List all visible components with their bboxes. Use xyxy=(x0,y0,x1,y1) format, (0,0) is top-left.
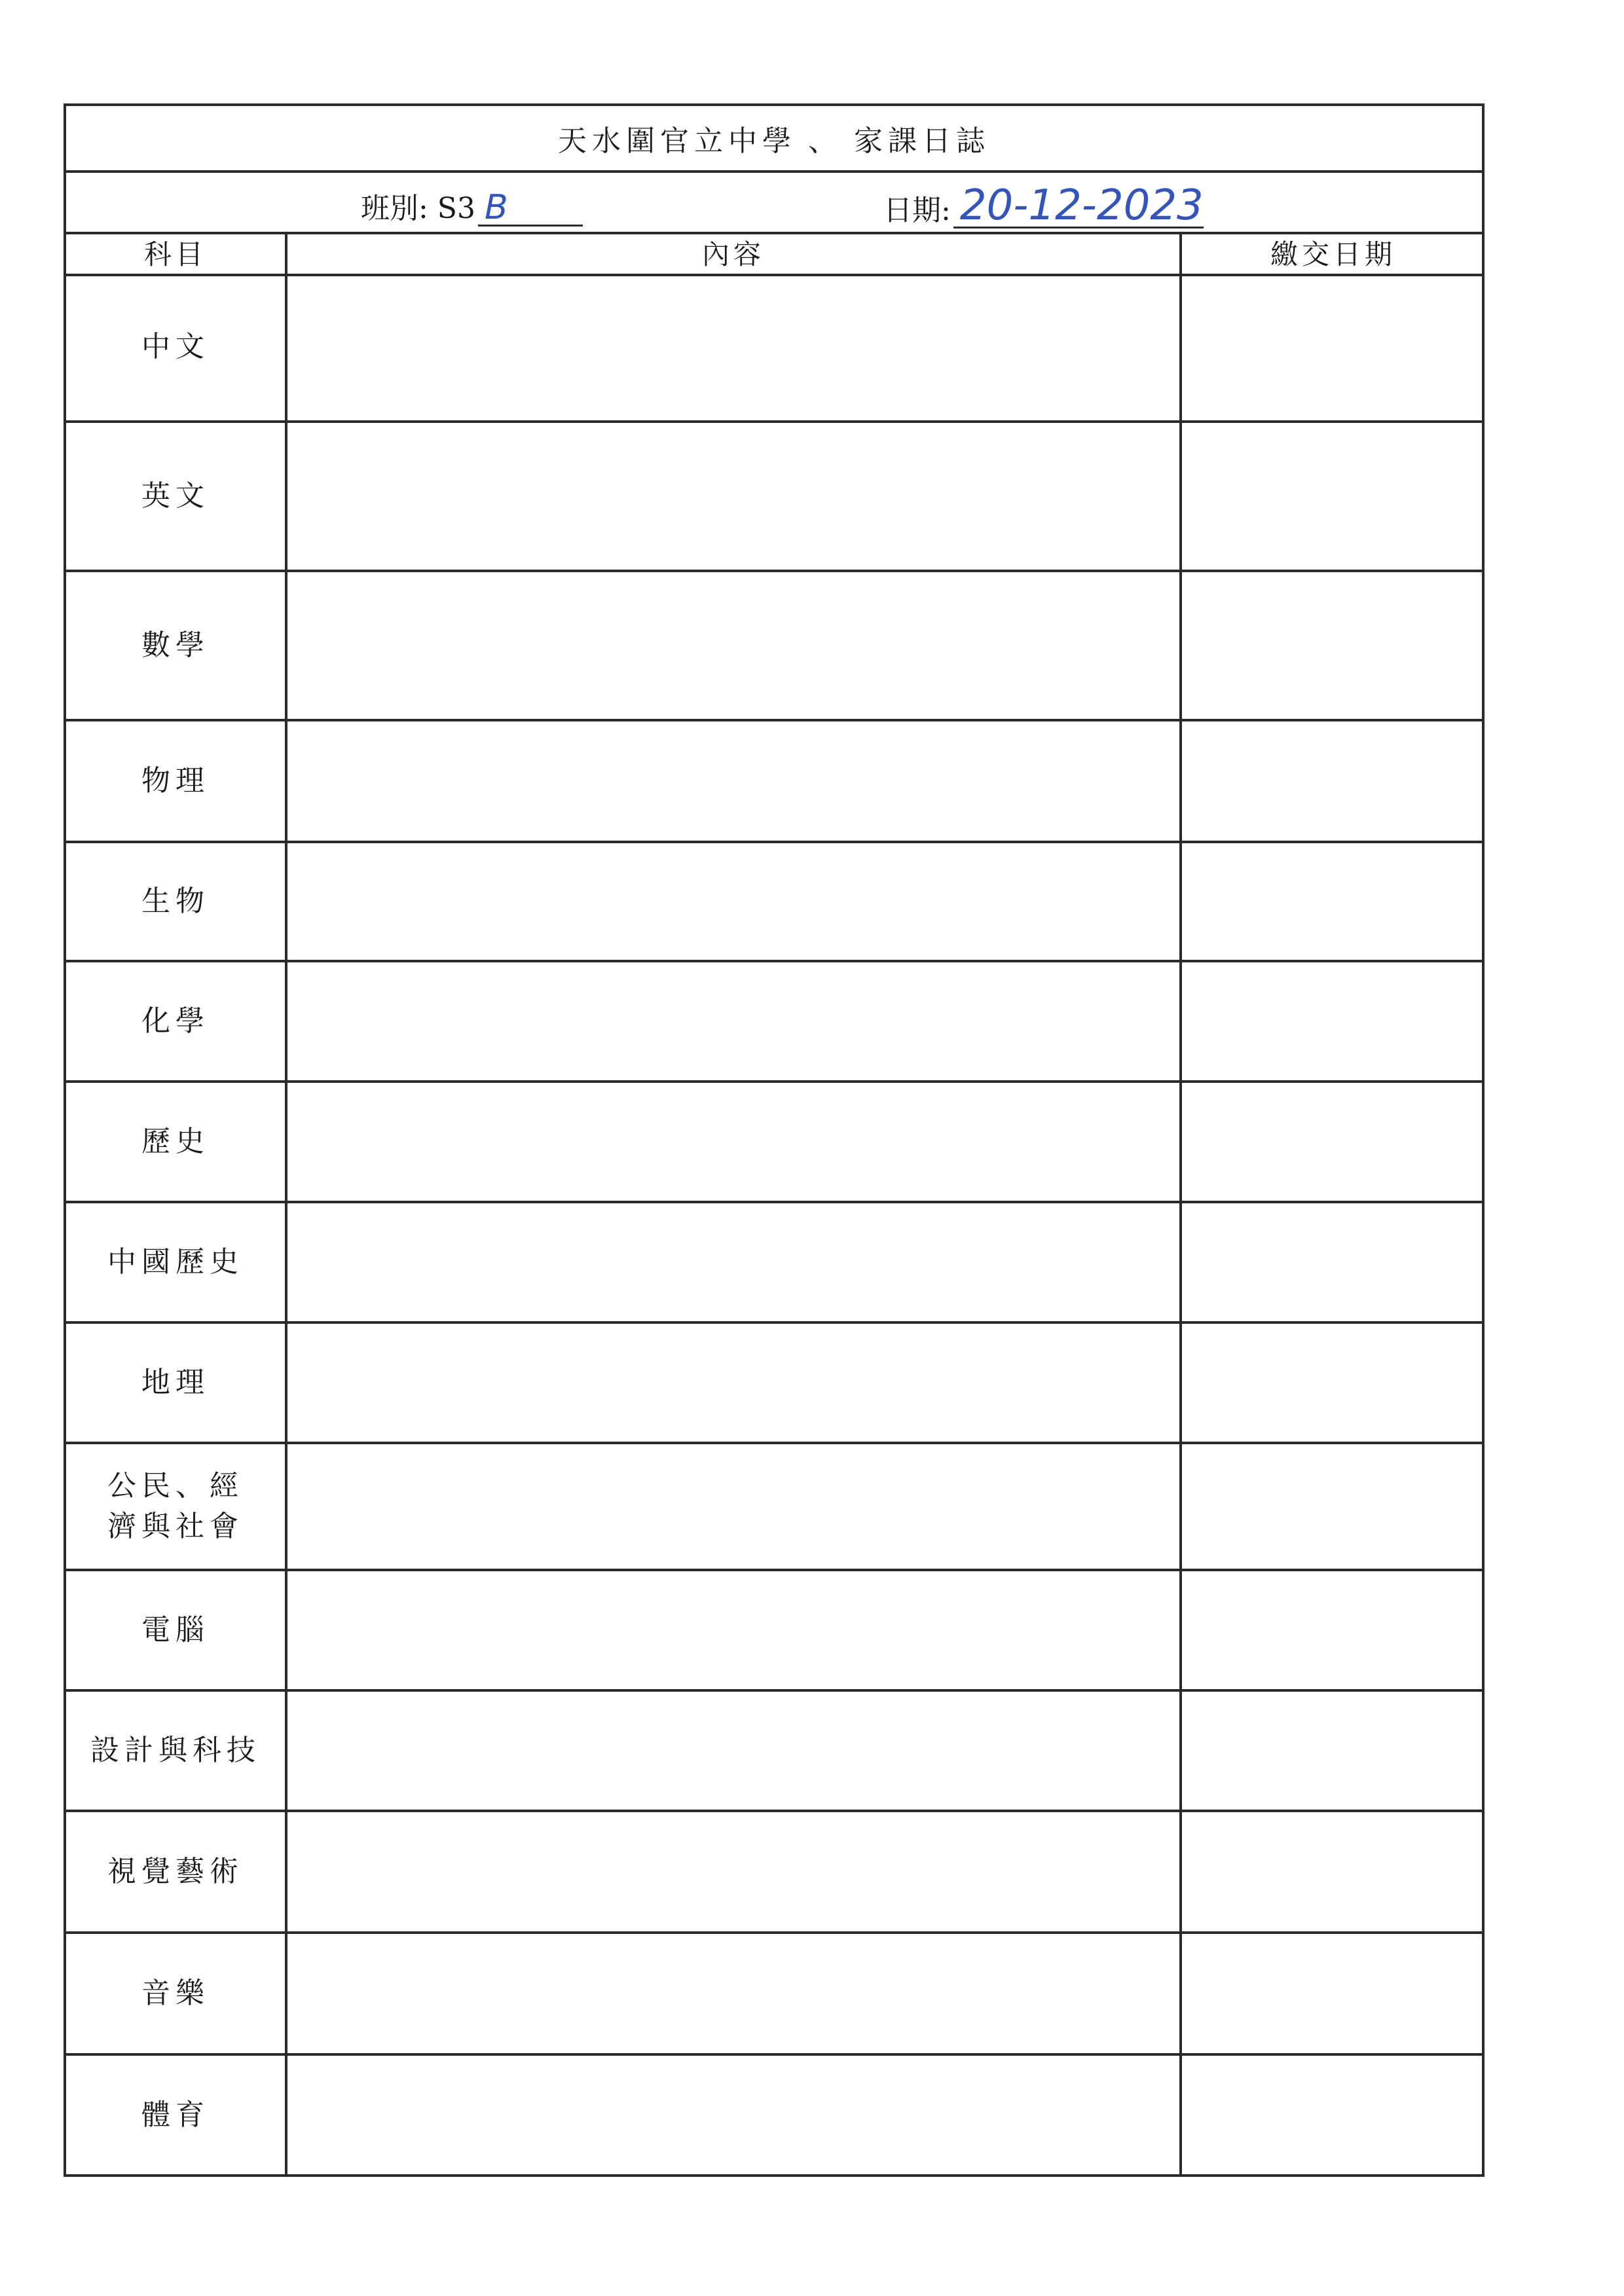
subject-name: 體育 xyxy=(141,2098,210,2132)
homework-content-cell[interactable] xyxy=(287,721,1179,841)
subject-name: 公民、經濟與社會 xyxy=(107,1469,244,1543)
homework-content-cell[interactable] xyxy=(287,1934,1179,2053)
due-date-cell[interactable] xyxy=(1182,423,1485,570)
table-row xyxy=(66,843,1482,962)
homework-log-form xyxy=(64,103,1485,2177)
due-date-cell[interactable] xyxy=(1182,843,1485,960)
table-row xyxy=(66,1203,1482,1324)
due-date-cell[interactable] xyxy=(1182,1203,1485,1321)
table-row xyxy=(66,274,1482,423)
date-field xyxy=(883,181,1204,230)
subject-name: 音樂 xyxy=(141,1977,210,2011)
due-date-cell[interactable] xyxy=(1182,1324,1485,1442)
table-row xyxy=(66,1324,1482,1444)
table-row xyxy=(66,1692,1482,1812)
header-content: 內容 xyxy=(701,238,765,270)
subject-name: 設計與科技 xyxy=(90,1734,261,1768)
subject-name: 地理 xyxy=(141,1366,210,1400)
subject-name: 中國歷史 xyxy=(107,1245,244,1279)
subject-name: 物理 xyxy=(141,764,210,798)
homework-content-cell[interactable] xyxy=(287,1324,1179,1442)
class-date-row xyxy=(66,170,1482,234)
homework-content-cell[interactable] xyxy=(287,274,1179,420)
header-due-date: 繳交日期 xyxy=(1270,238,1396,270)
subject-name: 電腦 xyxy=(141,1613,210,1647)
table-row xyxy=(66,721,1482,843)
table-row xyxy=(66,1934,1482,2056)
due-date-cell[interactable] xyxy=(1182,962,1485,1080)
subject-name: 英文 xyxy=(141,479,210,513)
due-date-cell[interactable] xyxy=(1182,1083,1485,1201)
homework-content-cell[interactable] xyxy=(287,843,1179,960)
due-date-cell[interactable] xyxy=(1182,1934,1485,2053)
homework-content-cell[interactable] xyxy=(287,423,1179,570)
class-label: 班別: S3 xyxy=(361,192,475,225)
subject-name: 化學 xyxy=(141,1004,210,1038)
due-date-cell[interactable] xyxy=(1182,2056,1485,2174)
table-row xyxy=(66,2056,1482,2174)
school-name: 天水圍官立中學 xyxy=(558,124,796,158)
homework-content-cell[interactable] xyxy=(287,572,1179,719)
table-row xyxy=(66,1083,1482,1203)
homework-content-cell[interactable] xyxy=(287,1571,1179,1689)
table-row xyxy=(66,423,1482,572)
header-subject: 科目 xyxy=(143,238,207,270)
homework-content-cell[interactable] xyxy=(287,962,1179,1080)
due-date-cell[interactable] xyxy=(1182,274,1485,420)
class-value[interactable]: B xyxy=(478,191,583,227)
table-row xyxy=(66,1444,1482,1571)
class-field xyxy=(361,185,583,227)
table-header xyxy=(66,232,1482,276)
homework-content-cell[interactable] xyxy=(287,1812,1179,1931)
form-title xyxy=(66,106,1482,173)
subject-name: 視覺藝術 xyxy=(107,1855,244,1889)
subject-name: 中文 xyxy=(141,330,210,364)
table-row xyxy=(66,572,1482,721)
table-row xyxy=(66,1571,1482,1692)
title-separator: 、 xyxy=(808,124,842,158)
homework-content-cell[interactable] xyxy=(287,2056,1179,2174)
table-row xyxy=(66,962,1482,1083)
homework-content-cell[interactable] xyxy=(287,1444,1179,1569)
due-date-cell[interactable] xyxy=(1182,1444,1485,1569)
homework-content-cell[interactable] xyxy=(287,1083,1179,1201)
due-date-cell[interactable] xyxy=(1182,1692,1485,1810)
due-date-cell[interactable] xyxy=(1182,1812,1485,1931)
subject-name: 歷史 xyxy=(141,1125,210,1159)
subject-name: 生物 xyxy=(141,884,210,919)
due-date-cell[interactable] xyxy=(1182,572,1485,719)
homework-content-cell[interactable] xyxy=(287,1203,1179,1321)
table-row xyxy=(66,1812,1482,1934)
due-date-cell[interactable] xyxy=(1182,1571,1485,1689)
homework-content-cell[interactable] xyxy=(287,1692,1179,1810)
date-label: 日期: xyxy=(883,194,951,227)
subject-name: 數學 xyxy=(141,629,210,663)
date-value[interactable]: 20-12-2023 xyxy=(953,185,1204,228)
due-date-cell[interactable] xyxy=(1182,721,1485,841)
form-name: 家課日誌 xyxy=(854,124,990,158)
